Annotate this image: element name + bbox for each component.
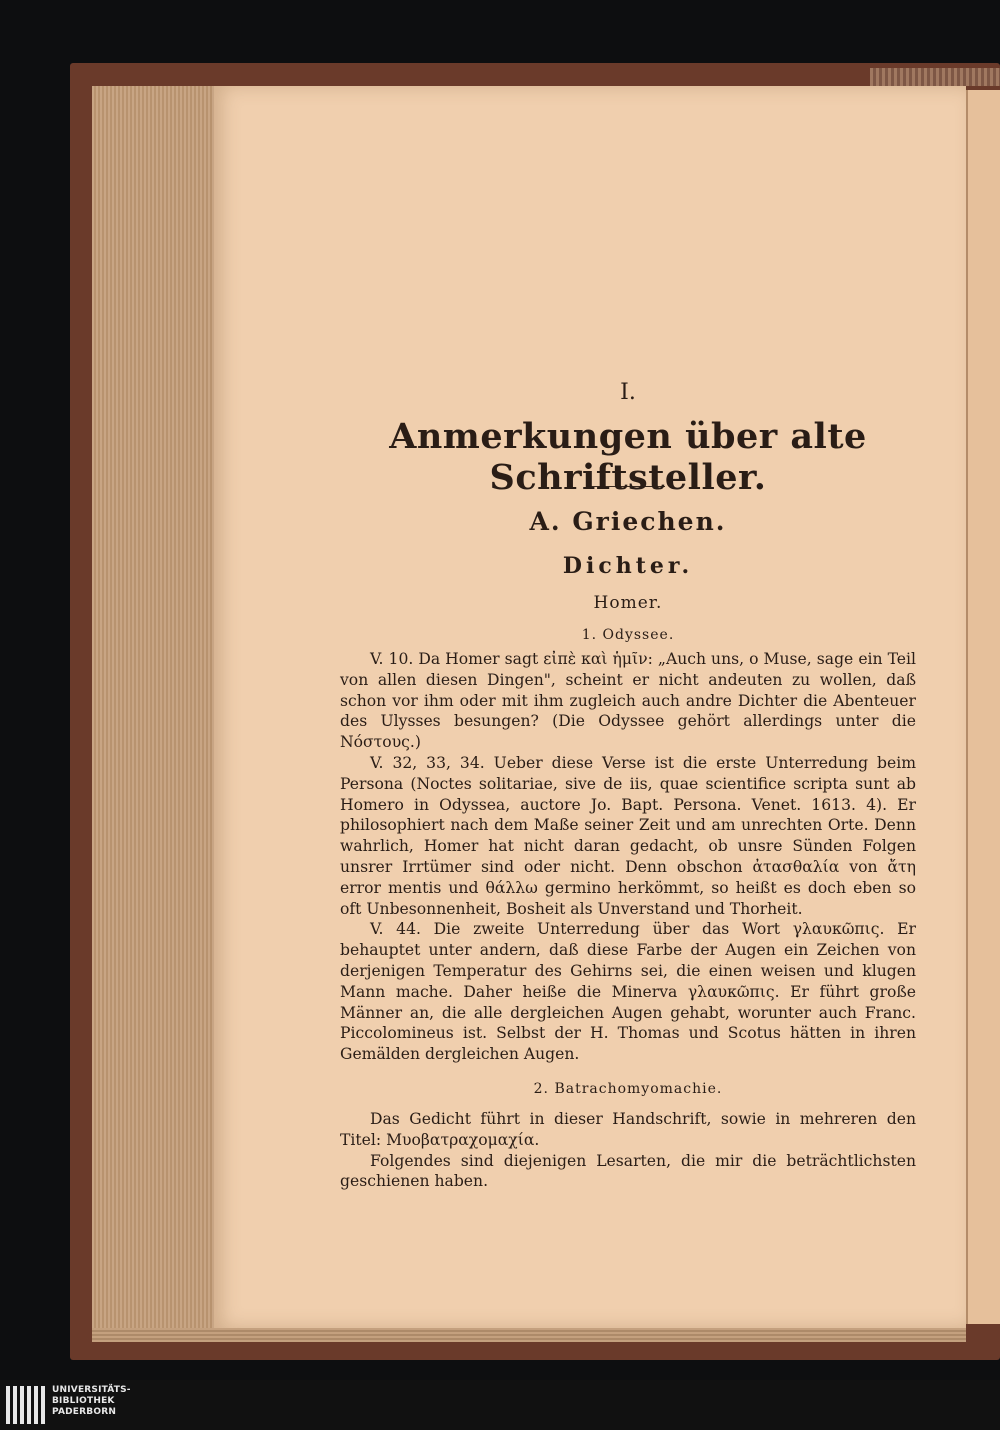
heading-dichter: Dichter. [562,553,694,579]
paragraph: Folgendes sind diejenigen Lesarten, die mir die beträchtlichsten geschienen haben. [340,1151,916,1191]
library-name [52,1385,131,1418]
library-footer [0,1380,1000,1430]
library-name-line: PADERBORN [52,1407,117,1417]
chapter-title: Anmerkungen über alte Schriftsteller. [389,416,867,498]
heading-griechen: A. Griechen. [529,507,727,536]
page-text [340,380,916,1192]
library-logo-icon [6,1386,46,1424]
page-edges-bottom [92,1328,966,1342]
paragraph: Das Gedicht führt in dieser Handschrift, sowie in mehreren den Titel: Μυοβατραχομαχία. [340,1109,916,1149]
library-name-line: UNIVERSITÄTS- [52,1385,131,1395]
paragraph: V. 10. Da Homer sagt εἰπὲ καὶ ἡμῖν: „Auch uns, o Muse, sage ein Teil von allen diesen Dingen", scheint er nicht andeuten zu wollen, daß schon vor ihm oder mit ihm zugleich auch andre Dichter die Abenteuer des Ulysses besungen? (Die Odyssee gehört allerdings unter die Νόστους.) [340,650,916,752]
paragraph: V. 44. Die zweite Unterredung über das Wort γλαυκῶπις. Er behauptet unter andern, daß diese Farbe der Augen ein Zeichen von derjenigen Temperatur des Gehirns sei, die einen weisen und klugen Mann mache. Daher heiße die Minerva γλαυκῶπις. Er führt große Männer an, die alle dergleichen Augen gehabt, worunter auch Franc. Piccolomineus ist. Selbst der H. Thomas und Scotus hätten in ihren Gemälden dergleichen Augen. [340,920,916,1064]
heading-odyssee: 1. Odyssee. [581,627,675,643]
facing-page-edge [966,90,1000,1324]
heading-homer: Homer. [593,593,663,613]
library-name-line: BIBLIOTHEK [52,1396,115,1406]
paragraph: V. 32, 33, 34. Ueber diese Verse ist die erste Unterredung beim Persona (Noctes solitariae, sive de iis, quae scientifice scripta sunt ab Homero in Odyssea, auctore Jo. Bapt. Persona. Venet. 1613. 4). Er philosophiert nach dem Maße seiner Zeit und am unrechten Orte. Denn wahrlich, Homer hat nicht daran gedacht, ob unsre Sünden Folgen unsrer Irrtümer sind oder nicht. Denn obschon ἀτασθαλία von ἄτη error mentis und θάλλω germino herkömmt, so heißt es doch eben so oft Unbesonnenheit, Bosheit als Unverstand und Thorheit. [340,753,916,918]
book-spine-fabric [870,68,1000,86]
section-number: I. [620,380,636,405]
page-edges-left [92,86,216,1328]
heading-batrachomyomachie: 2. Batrachomyomachie. [533,1080,723,1097]
